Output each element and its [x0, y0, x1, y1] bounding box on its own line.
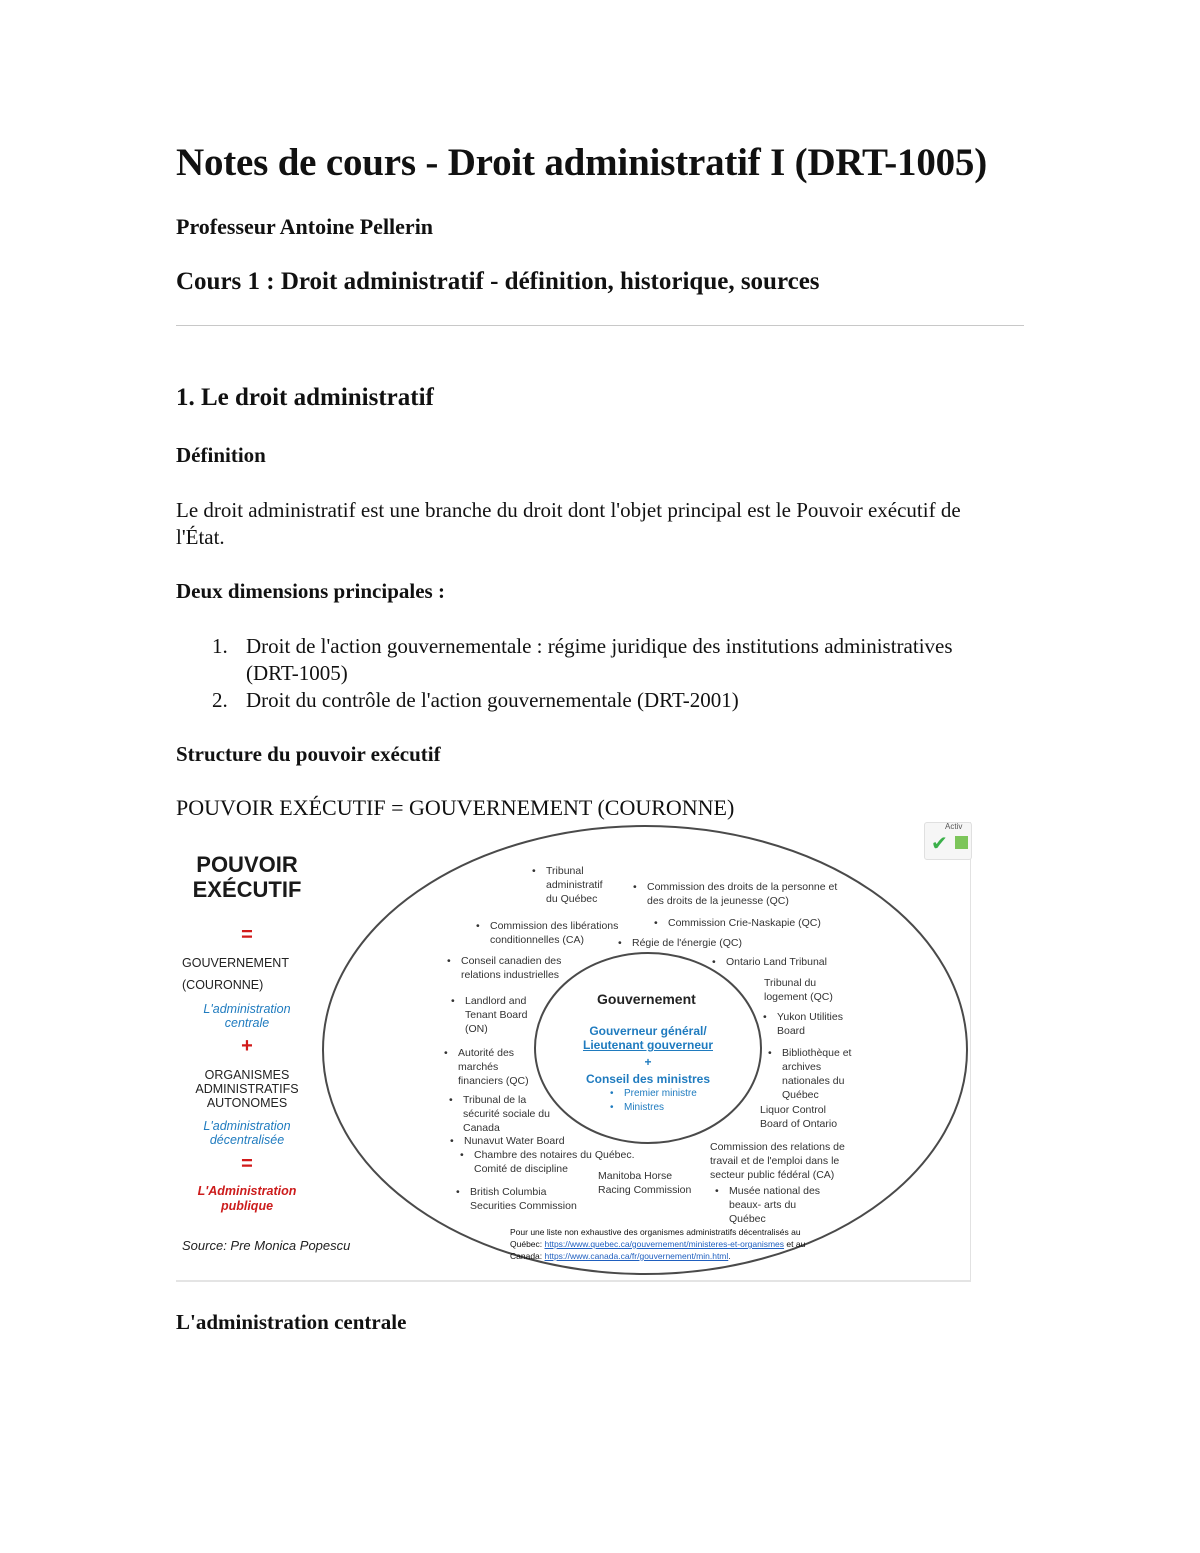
- org-line: Québec: [782, 1089, 819, 1101]
- footnote-tail: et au: [784, 1239, 806, 1249]
- org-line: beaux- arts du: [729, 1199, 797, 1211]
- footnote-tail: .: [728, 1251, 731, 1261]
- org-amf: [458, 1046, 529, 1088]
- org-line: • Commission Crie-Naskapie (QC): [668, 917, 821, 929]
- org-line: conditionnelles (CA): [490, 934, 584, 946]
- horizontal-rule: [176, 325, 1024, 326]
- org-regie-energie: [632, 936, 742, 950]
- definition-text: Le droit administratif est une branche du droit dont l'objet principal est le Pouvoir exécutif de l'État.: [176, 498, 961, 549]
- activity-badge[interactable]: [924, 822, 972, 860]
- course-heading: Cours 1 : Droit administratif - définition, historique, sources: [176, 268, 820, 295]
- plus-sign: +: [241, 1035, 253, 1057]
- org-line: archives: [782, 1061, 822, 1073]
- label-line: GOUVERNEMENT: [182, 956, 289, 970]
- label-line: décentralisée: [209, 1133, 285, 1147]
- footnote-line: [510, 1238, 805, 1250]
- gouvernement-label: [182, 952, 312, 996]
- equals-sign: =: [241, 1153, 253, 1175]
- label-line: publique: [220, 1199, 274, 1213]
- administration-decentralisee-label: [176, 1119, 318, 1147]
- org-line: nationales du: [782, 1075, 845, 1087]
- org-line: Canada: [463, 1122, 500, 1134]
- org-line: Tribunal du: [764, 977, 817, 989]
- label-line: L'Administration: [197, 1184, 297, 1198]
- document-title: Notes de cours - Droit administratif I (DRT-1005): [176, 141, 988, 184]
- org-cdpdj: [647, 880, 837, 908]
- org-line: • Commission des libérations: [490, 920, 619, 932]
- org-line: • Nunavut Water Board: [464, 1135, 565, 1147]
- checkmark-icon: ✔: [931, 831, 948, 855]
- list-item: [176, 687, 996, 714]
- figure-footnote: [510, 1226, 805, 1262]
- org-line: Manitoba Horse: [598, 1170, 673, 1182]
- label-line: Gouverneur général/: [589, 1024, 707, 1038]
- org-lcbo: [760, 1103, 837, 1131]
- structure-heading: Structure du pouvoir exécutif: [176, 742, 441, 766]
- label-line: centrale: [224, 1016, 270, 1030]
- org-tribunal-logement: [764, 976, 833, 1004]
- org-landlord-tenant-board: [465, 994, 527, 1036]
- center-plus: +: [644, 1055, 652, 1069]
- definition-heading: Définition: [176, 443, 266, 467]
- green-square-icon: [955, 836, 968, 849]
- section-heading: 1. Le droit administratif: [176, 384, 434, 411]
- org-line: Liquor Control: [760, 1104, 826, 1116]
- equals-sign: =: [241, 924, 253, 946]
- org-bc-securities: [470, 1185, 577, 1213]
- org-line: (ON): [465, 1023, 488, 1035]
- gouverneur-label: [578, 1024, 718, 1052]
- ministres-item: • Ministres: [624, 1102, 664, 1113]
- org-line: secteur public fédéral (CA): [710, 1169, 835, 1181]
- executive-formula: POUVOIR EXÉCUTIF = GOUVERNEMENT (COURONNE): [176, 795, 735, 820]
- org-manitoba-horse-racing: [598, 1169, 691, 1197]
- org-line: • Yukon Utilities: [777, 1011, 843, 1023]
- label-line: L'administration: [203, 1002, 291, 1016]
- org-banq: [782, 1046, 851, 1102]
- list-item-text: Droit de l'action gouvernementale : régime juridique des institutions administratives (DRT-1005): [246, 634, 953, 685]
- org-line: • Musée national des: [729, 1185, 821, 1197]
- org-line: des droits de la jeunesse (QC): [647, 895, 789, 907]
- premier-ministre-item: • Premier ministre: [624, 1088, 697, 1099]
- label-line: Lieutenant gouverneur: [582, 1038, 713, 1052]
- figure-left-title: [176, 852, 318, 902]
- org-line: Tenant Board: [465, 1009, 528, 1021]
- org-ccri: [461, 954, 561, 982]
- label-line: (COURONNE): [182, 978, 264, 992]
- administration-centrale-label: [176, 1002, 318, 1030]
- org-line: logement (QC): [764, 991, 833, 1003]
- org-line: • Landlord and: [465, 995, 527, 1007]
- org-line: Securities Commission: [470, 1200, 577, 1212]
- org-line: marchés: [458, 1061, 499, 1073]
- org-line: Board of Ontario: [760, 1118, 838, 1130]
- org-line: Québec: [729, 1213, 766, 1225]
- quebec-link[interactable]: https://www.quebec.ca/gouvernement/ministeres-et-organismes: [544, 1239, 785, 1249]
- org-line: Commission des relations de: [710, 1141, 845, 1153]
- org-line: relations industrielles: [461, 969, 560, 981]
- org-line: • Ontario Land Tribunal: [726, 956, 827, 968]
- title-line: POUVOIR: [196, 852, 298, 877]
- figure-source: Source: Pre Monica Popescu: [182, 1238, 351, 1253]
- org-nunavut-water-board: [464, 1134, 565, 1148]
- professor-name: Professeur Antoine Pellerin: [176, 214, 434, 239]
- canada-link[interactable]: https://www.canada.ca/fr/gouvernement/min.html: [544, 1251, 729, 1261]
- org-ontario-land-tribunal: [726, 955, 827, 969]
- label-line: L'administration: [203, 1119, 291, 1133]
- list-item-text: Droit du contrôle de l'action gouvernementale (DRT-2001): [246, 688, 739, 712]
- executive-power-figure: [176, 822, 971, 1282]
- org-yukon-utilities-board: [777, 1010, 843, 1038]
- org-line: • Autorité des: [458, 1047, 515, 1059]
- org-mnbaq: [729, 1184, 820, 1226]
- conseil-ministres-label: Conseil des ministres: [585, 1072, 711, 1086]
- org-line: • Chambre des notaires du Québec.: [474, 1149, 635, 1161]
- org-line: financiers (QC): [458, 1075, 529, 1087]
- org-crtespf: [710, 1140, 845, 1182]
- org-line: Comité de discipline: [474, 1163, 568, 1175]
- org-line: • Régie de l'énergie (QC): [632, 937, 742, 949]
- list-number: 2.: [212, 688, 228, 712]
- org-line: administratif: [546, 879, 603, 891]
- dimensions-list: [176, 633, 996, 714]
- list-number: 1.: [212, 634, 228, 658]
- gouvernement-title: Gouvernement: [597, 991, 696, 1007]
- org-tss-canada: [463, 1093, 550, 1135]
- org-line: • Tribunal: [546, 865, 584, 877]
- badge-label: Activ: [945, 822, 963, 831]
- org-line: Board: [777, 1025, 806, 1037]
- label-line: ORGANISMES: [204, 1068, 290, 1082]
- footnote-label: Canada:: [510, 1251, 545, 1261]
- org-line: Racing Commission: [598, 1184, 692, 1196]
- organismes-label: [176, 1068, 318, 1110]
- org-line: du Québec: [546, 893, 598, 905]
- org-tribunal-administratif-quebec: [546, 864, 603, 906]
- org-clcc: [490, 919, 618, 947]
- label-line: AUTONOMES: [206, 1096, 288, 1110]
- administration-publique-label: [176, 1184, 318, 1214]
- title-line: EXÉCUTIF: [192, 877, 302, 902]
- list-item: [176, 633, 996, 687]
- org-line: sécurité sociale du: [463, 1108, 550, 1120]
- org-line: • British Columbia: [470, 1186, 547, 1198]
- org-line: • Commission des droits de la personne et: [647, 881, 838, 893]
- footnote-label: Québec:: [510, 1239, 545, 1249]
- org-line: • Tribunal de la: [463, 1094, 527, 1106]
- org-line: • Conseil canadien des: [461, 955, 562, 967]
- administration-centrale-heading: L'administration centrale: [176, 1310, 407, 1334]
- footnote-line: Pour une liste non exhaustive des organismes administratifs décentralisés au: [510, 1227, 801, 1237]
- org-line: • Bibliothèque et: [782, 1047, 852, 1059]
- label-line: ADMINISTRATIFS: [195, 1082, 299, 1096]
- org-line: travail et de l'emploi dans le: [710, 1155, 840, 1167]
- dimensions-heading: Deux dimensions principales :: [176, 579, 445, 603]
- org-crie-naskapie: [668, 916, 821, 930]
- footnote-line: [510, 1250, 805, 1262]
